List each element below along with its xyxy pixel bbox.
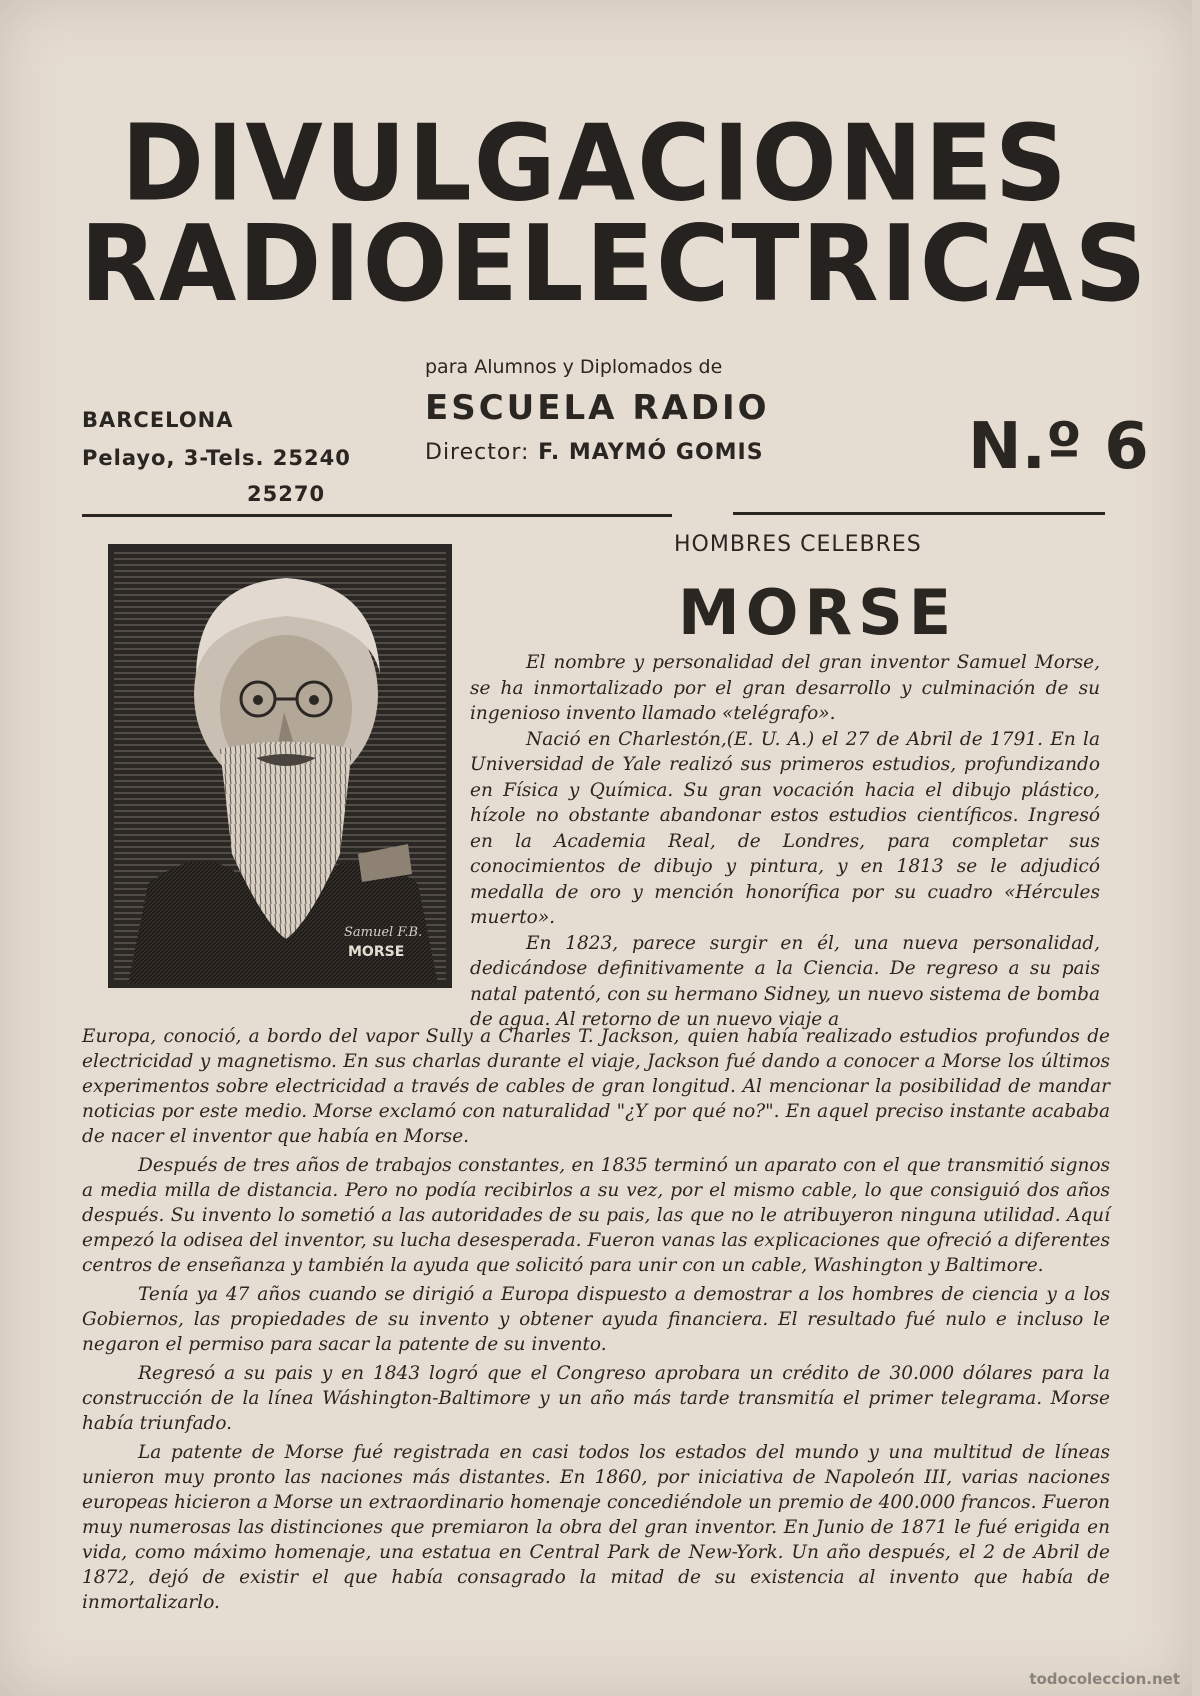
address: Pelayo, 3-Tels. 25240: [82, 446, 351, 470]
header-rule-left: [82, 514, 672, 517]
masthead: [80, 101, 1149, 326]
morse-portrait-woodcut: [108, 544, 452, 988]
article-title: MORSE: [678, 576, 958, 649]
paragraph: Europa, conoció, a bordo del vapor Sully a Charles T. Jackson, quien había realizado estudios profundos de electricidad y magnetismo. En sus charlas durante el viaje, Jackson fué dando a conocer a Morse los últimos experimentos sobre electricidad a través de cables de gran longitud. Al mencionar la posibilidad de mandar noticias por este medio. Morse exclamó con naturalidad "¿Y por qué no?". En aquel preciso instante acababa de nacer el inventor que había en Morse.: [82, 1026, 1110, 1147]
paragraph: Tenía ya 47 años cuando se dirigió a Europa dispuesto a demostrar a los hombres de ciencia y a los Gobiernos, las propiedades de su invento y obtener ayuda financiera. El resultado fué nulo e incluso le negaron el permiso para sacar la patente de su invento.: [82, 1284, 1110, 1355]
director-line: [425, 440, 764, 465]
article-body-full: [82, 1024, 1110, 1615]
director-label: Director:: [425, 440, 530, 465]
header-rule-right: [733, 512, 1105, 515]
paragraph: La patente de Morse fué registrada en casi todos los estados del mundo y una multitud de líneas unieron muy pronto las naciones más distantes. En 1860, por iniciativa de Napoleón III, varias naciones europeas hicieron a Morse un extraordinario homenaje concediéndole un premio de 400.000 francos. Fueron muy numerosas las distinciones que premiaron la obra del gran inventor. En Junio de 1871 le fué erigida en vida, como máximo homenaje, una estatua en Central Park de New-York. Un año después, el 2 de Abril de 1872, dejó de existir el que había consagrado la mitad de su existencia al invento que había de inmortalizarlo.: [82, 1442, 1110, 1613]
portrait-caption: MORSE: [348, 944, 405, 960]
paragraph: Regresó a su pais y en 1843 logró que el Congreso aprobara un crédito de 30.000 dólares para la construcción de la línea Wáshington-Baltimore y un año más tarde transmitía el primer telegrama. Morse había triunfado.: [82, 1363, 1110, 1434]
phone-secondary: 25270: [247, 482, 326, 506]
audience-line: para Alumnos y Diplomados de: [425, 356, 723, 378]
paragraph: Después de tres años de trabajos constantes, en 1835 terminó un aparato con el que transmitió signos a media milla de distancia. Pero no podía recibirlos a su vez, por el mismo cable, lo que consiguió dos años después. Su invento lo sometió a las autoridades de su pais, las que no le atribuyeron ninguna utilidad. Aquí empezó la odisea del inventor, su lucha desesperada. Fueron vanas las explicaciones que ofreció a diferentes centros de enseñanza y también la ayuda que solicitó para unir con un cable, Washington y Baltimore.: [82, 1155, 1110, 1276]
paragraph: Nació en Charlestón,(E. U. A.) el 27 de Abril de 1791. En la Universidad de Yale realizó sus primeros estudios, profundizando en Física y Química. Su gran vocación hacia el dibujo plástico, hízole no obstante abandonar estos estudios científicos. Ingresó en la Academia Real, de Londres, para completar sus conocimientos de dibujo y pintura, y en 1813 se le adjudicó medalla de oro y mención honorífica por su cuadro «Hércules muerto».: [470, 728, 1100, 928]
school-name: ESCUELA RADIO: [425, 388, 770, 428]
paragraph: En 1823, parece surgir en él, una nueva personalidad, dedicándose definitivamente a la Ciencia. De regreso a su pais natal patentó, con su hermano Sidney, un nuevo sistema de bomba de agua. Al retorno de un nuevo viaje a: [470, 932, 1100, 1030]
portrait-signature: Samuel F.B.: [344, 925, 423, 940]
issue-number: N.º 6: [968, 410, 1149, 484]
paragraph: El nombre y personalidad del gran inventor Samuel Morse, se ha inmortalizado por el gran desarrollo y culminación de su ingenioso invento llamado «telégrafo».: [470, 652, 1100, 724]
director-name: F. MAYMÓ GOMIS: [538, 440, 764, 465]
article-column-right: [470, 650, 1100, 1033]
city: BARCELONA: [82, 408, 234, 432]
masthead-line1: DIVULGACIONES: [121, 101, 1069, 225]
masthead-line2: RADIOELECTRICAS: [80, 202, 1149, 326]
watermark: todocoleccion.net: [1029, 1670, 1180, 1688]
section-label: HOMBRES CELEBRES: [674, 532, 922, 557]
